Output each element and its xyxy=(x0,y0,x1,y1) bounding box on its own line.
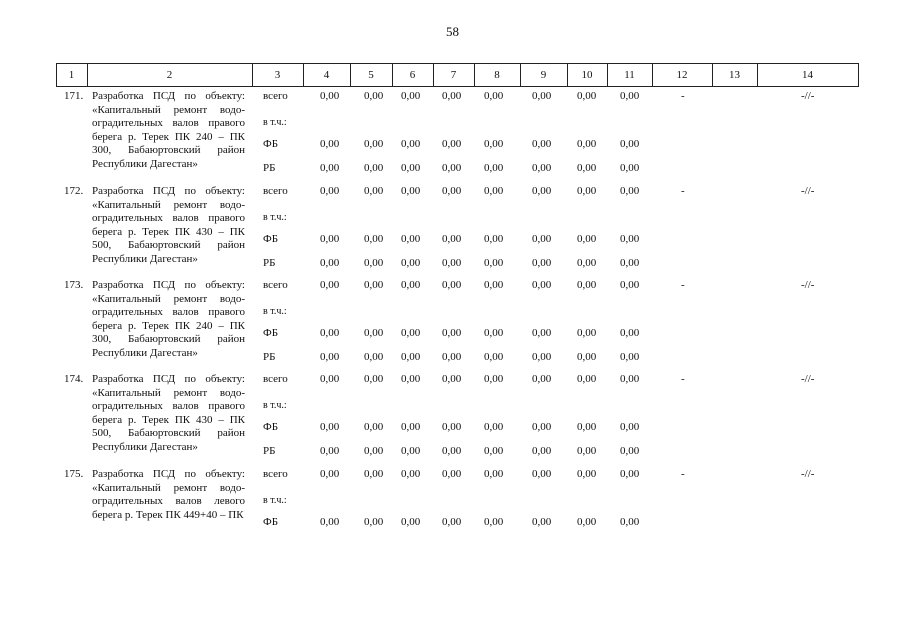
value-cell: 0,00 xyxy=(401,257,421,269)
value-cell: 0,00 xyxy=(484,138,504,150)
value-cell: 0,00 xyxy=(532,233,552,245)
value-cell: 0,00 xyxy=(484,162,504,174)
value-cell: 0,00 xyxy=(532,327,552,339)
value-cell: 0,00 xyxy=(620,90,640,102)
value-cell: 0,00 xyxy=(320,516,340,528)
header-cell: 9 xyxy=(540,69,547,81)
value-cell: 0,00 xyxy=(320,138,340,150)
value-cell: 0,00 xyxy=(577,468,597,480)
value-cell: 0,00 xyxy=(620,445,640,457)
value-cell: 0,00 xyxy=(401,445,421,457)
value-cell: 0,00 xyxy=(401,373,421,385)
value-cell: 0,00 xyxy=(401,233,421,245)
value-cell: 0,00 xyxy=(364,373,384,385)
value-cell: 0,00 xyxy=(484,90,504,102)
value-cell: 0,00 xyxy=(320,373,340,385)
value-cell: 0,00 xyxy=(577,90,597,102)
row-description: Разработка ПСД по объекту: «Капитальный ремонт водо-оградительных валов правого берега р. Терек ПК 430 – ПК 500, Бабаюртовский район Республики Дагестан» xyxy=(92,373,245,453)
column-14-value: -//- xyxy=(801,468,815,480)
value-cell: 0,00 xyxy=(484,421,504,433)
row-sublabel: в т.ч.: xyxy=(263,495,287,506)
row-number: 175. xyxy=(64,468,84,480)
value-cell: 0,00 xyxy=(532,257,552,269)
value-cell: 0,00 xyxy=(364,90,384,102)
value-cell: 0,00 xyxy=(532,185,552,197)
value-cell: 0,00 xyxy=(577,233,597,245)
header-cell: 14 xyxy=(802,69,813,81)
value-cell: 0,00 xyxy=(484,185,504,197)
header-bottom-border xyxy=(56,86,858,87)
row-sublabel: РБ xyxy=(263,445,276,457)
value-cell: 0,00 xyxy=(442,445,462,457)
row-sublabel: в т.ч.: xyxy=(263,212,287,223)
value-cell: 0,00 xyxy=(320,90,340,102)
value-cell: 0,00 xyxy=(320,445,340,457)
value-cell: 0,00 xyxy=(620,233,640,245)
value-cell: 0,00 xyxy=(577,351,597,363)
column-12-value: - xyxy=(681,373,685,385)
value-cell: 0,00 xyxy=(401,327,421,339)
value-cell: 0,00 xyxy=(484,327,504,339)
value-cell: 0,00 xyxy=(364,327,384,339)
value-cell: 0,00 xyxy=(620,516,640,528)
header-cell: 10 xyxy=(581,69,593,81)
value-cell: 0,00 xyxy=(401,516,421,528)
value-cell: 0,00 xyxy=(484,279,504,291)
value-cell: 0,00 xyxy=(442,162,462,174)
value-cell: 0,00 xyxy=(532,351,552,363)
row-number: 174. xyxy=(64,373,84,385)
value-cell: 0,00 xyxy=(320,257,340,269)
row-number: 173. xyxy=(64,279,84,291)
value-cell: 0,00 xyxy=(442,327,462,339)
value-cell: 0,00 xyxy=(532,445,552,457)
header-cell: 6 xyxy=(409,69,416,81)
header-cell: 4 xyxy=(323,69,330,81)
value-cell: 0,00 xyxy=(577,373,597,385)
value-cell: 0,00 xyxy=(442,90,462,102)
value-cell: 0,00 xyxy=(364,138,384,150)
header-cell: 12 xyxy=(676,69,688,81)
value-cell: 0,00 xyxy=(484,257,504,269)
row-sublabel: всего xyxy=(263,373,288,385)
row-sublabel: всего xyxy=(263,279,288,291)
header-cell: 5 xyxy=(368,69,374,81)
value-cell: 0,00 xyxy=(364,351,384,363)
row-description: Разработка ПСД по объекту: «Капитальный ремонт водо-оградительных валов правого берега р. Терек ПК 240 – ПК 300, Бабаюртовский район Республики Дагестан» xyxy=(92,90,245,170)
value-cell: 0,00 xyxy=(442,233,462,245)
row-sublabel: ФБ xyxy=(263,138,279,150)
value-cell: 0,00 xyxy=(401,185,421,197)
value-cell: 0,00 xyxy=(442,257,462,269)
value-cell: 0,00 xyxy=(364,257,384,269)
row-sublabel: в т.ч.: xyxy=(263,306,287,317)
value-cell: 0,00 xyxy=(577,516,597,528)
value-cell: 0,00 xyxy=(620,373,640,385)
value-cell: 0,00 xyxy=(320,468,340,480)
value-cell: 0,00 xyxy=(577,445,597,457)
column-14-value: -//- xyxy=(801,279,815,291)
value-cell: 0,00 xyxy=(401,138,421,150)
header-column-divider xyxy=(858,63,859,87)
value-cell: 0,00 xyxy=(532,421,552,433)
value-cell: 0,00 xyxy=(577,327,597,339)
header-cell: 1 xyxy=(68,69,75,81)
row-sublabel: ФБ xyxy=(263,421,279,433)
value-cell: 0,00 xyxy=(442,421,462,433)
value-cell: 0,00 xyxy=(320,327,340,339)
value-cell: 0,00 xyxy=(484,351,504,363)
row-number: 171. xyxy=(64,90,84,102)
row-sublabel: всего xyxy=(263,185,288,197)
value-cell: 0,00 xyxy=(364,233,384,245)
header-cell: 11 xyxy=(624,69,635,81)
value-cell: 0,00 xyxy=(401,279,421,291)
value-cell: 0,00 xyxy=(484,468,504,480)
value-cell: 0,00 xyxy=(532,516,552,528)
value-cell: 0,00 xyxy=(532,90,552,102)
value-cell: 0,00 xyxy=(442,351,462,363)
row-description: Разработка ПСД по объекту: «Капитальный ремонт водо-оградительных валов левого берега р. Терек ПК 449+40 – ПК xyxy=(92,468,245,521)
column-12-value: - xyxy=(681,90,685,102)
value-cell: 0,00 xyxy=(401,421,421,433)
value-cell: 0,00 xyxy=(320,279,340,291)
value-cell: 0,00 xyxy=(620,327,640,339)
column-14-value: -//- xyxy=(801,185,815,197)
value-cell: 0,00 xyxy=(364,279,384,291)
value-cell: 0,00 xyxy=(442,373,462,385)
value-cell: 0,00 xyxy=(532,373,552,385)
value-cell: 0,00 xyxy=(532,138,552,150)
column-12-value: - xyxy=(681,185,685,197)
value-cell: 0,00 xyxy=(442,279,462,291)
column-14-value: -//- xyxy=(801,90,815,102)
value-cell: 0,00 xyxy=(620,162,640,174)
value-cell: 0,00 xyxy=(620,257,640,269)
value-cell: 0,00 xyxy=(577,138,597,150)
value-cell: 0,00 xyxy=(620,468,640,480)
row-sublabel: РБ xyxy=(263,162,276,174)
header-cell: 3 xyxy=(274,69,281,81)
value-cell: 0,00 xyxy=(442,468,462,480)
value-cell: 0,00 xyxy=(364,185,384,197)
row-number: 172. xyxy=(64,185,84,197)
value-cell: 0,00 xyxy=(532,162,552,174)
value-cell: 0,00 xyxy=(532,279,552,291)
header-top-border xyxy=(56,63,858,64)
header-cell: 2 xyxy=(166,69,173,81)
header-cell: 8 xyxy=(494,69,500,81)
value-cell: 0,00 xyxy=(320,233,340,245)
value-cell: 0,00 xyxy=(401,90,421,102)
value-cell: 0,00 xyxy=(442,185,462,197)
value-cell: 0,00 xyxy=(320,185,340,197)
value-cell: 0,00 xyxy=(484,516,504,528)
row-sublabel: ФБ xyxy=(263,233,279,245)
value-cell: 0,00 xyxy=(532,468,552,480)
value-cell: 0,00 xyxy=(620,138,640,150)
row-sublabel: РБ xyxy=(263,257,276,269)
value-cell: 0,00 xyxy=(577,162,597,174)
value-cell: 0,00 xyxy=(320,351,340,363)
value-cell: 0,00 xyxy=(620,421,640,433)
value-cell: 0,00 xyxy=(484,445,504,457)
column-12-value: - xyxy=(681,468,685,480)
row-sublabel: всего xyxy=(263,468,288,480)
value-cell: 0,00 xyxy=(620,185,640,197)
row-sublabel: РБ xyxy=(263,351,276,363)
value-cell: 0,00 xyxy=(364,468,384,480)
column-12-value: - xyxy=(681,279,685,291)
value-cell: 0,00 xyxy=(401,162,421,174)
value-cell: 0,00 xyxy=(364,445,384,457)
row-sublabel: всего xyxy=(263,90,288,102)
header-cell: 7 xyxy=(450,69,457,81)
row-description: Разработка ПСД по объекту: «Капитальный ремонт водо-оградительных валов правого берега р. Терек ПК 240 – ПК 300, Бабаюртовский район Республики Дагестан» xyxy=(92,279,245,359)
value-cell: 0,00 xyxy=(484,233,504,245)
value-cell: 0,00 xyxy=(401,351,421,363)
row-sublabel: ФБ xyxy=(263,516,279,528)
value-cell: 0,00 xyxy=(577,279,597,291)
value-cell: 0,00 xyxy=(620,279,640,291)
row-sublabel: ФБ xyxy=(263,327,279,339)
value-cell: 0,00 xyxy=(320,421,340,433)
value-cell: 0,00 xyxy=(620,351,640,363)
value-cell: 0,00 xyxy=(442,516,462,528)
value-cell: 0,00 xyxy=(484,373,504,385)
row-sublabel: в т.ч.: xyxy=(263,400,287,411)
value-cell: 0,00 xyxy=(401,468,421,480)
value-cell: 0,00 xyxy=(577,257,597,269)
page-number: 58 xyxy=(446,24,459,39)
value-cell: 0,00 xyxy=(577,421,597,433)
value-cell: 0,00 xyxy=(364,421,384,433)
value-cell: 0,00 xyxy=(364,516,384,528)
row-sublabel: в т.ч.: xyxy=(263,117,287,128)
value-cell: 0,00 xyxy=(320,162,340,174)
header-cell: 13 xyxy=(729,69,740,81)
value-cell: 0,00 xyxy=(364,162,384,174)
value-cell: 0,00 xyxy=(442,138,462,150)
row-description: Разработка ПСД по объекту: «Капитальный ремонт водо-оградительных валов правого берега р. Терек ПК 430 – ПК 500, Бабаюртовский район Республики Дагестан» xyxy=(92,185,245,265)
column-14-value: -//- xyxy=(801,373,815,385)
value-cell: 0,00 xyxy=(577,185,597,197)
